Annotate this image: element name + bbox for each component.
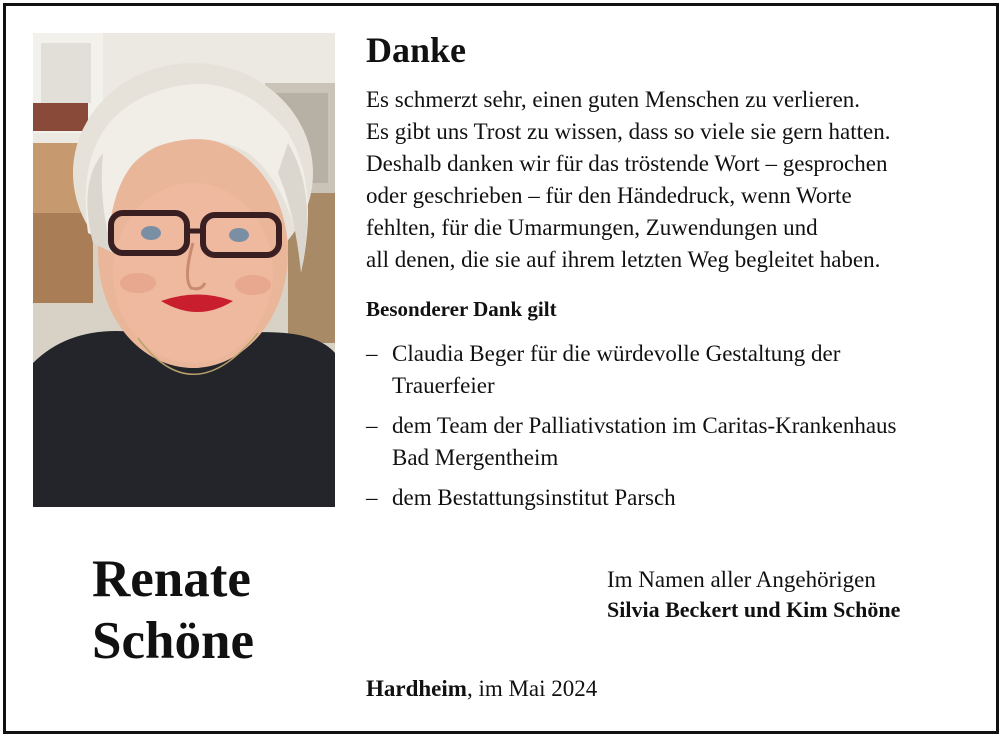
special-thanks-list bbox=[366, 338, 896, 522]
place-date bbox=[366, 674, 597, 704]
place: Hardheim bbox=[366, 676, 467, 701]
intro-line: all denen, die sie auf ihrem letzten Weg begleitet haben. bbox=[366, 247, 881, 272]
notice-heading: Danke bbox=[366, 30, 467, 70]
intro-line: Es schmerzt sehr, einen guten Menschen zu verlieren. bbox=[366, 87, 861, 112]
signature-intro: Im Namen aller Angehörigen bbox=[607, 567, 876, 592]
intro-line: fehlten, für die Umarmungen, Zuwendungen und bbox=[366, 215, 818, 240]
list-item-line: Bad Mergentheim bbox=[392, 445, 559, 470]
deceased-first-name: Renate bbox=[92, 550, 251, 608]
dash-bullet: – bbox=[366, 485, 378, 510]
intro-line: Es gibt uns Trost zu wissen, dass so viele sie gern hatten. bbox=[366, 119, 891, 144]
dash-bullet: – bbox=[366, 341, 378, 366]
list-item bbox=[366, 338, 896, 402]
list-item-line: Claudia Beger für die würdevolle Gestaltung der bbox=[392, 341, 841, 366]
signature-names: Silvia Beckert und Kim Schöne bbox=[607, 597, 901, 622]
special-thanks-heading: Besonderer Dank gilt bbox=[366, 297, 557, 321]
list-item-line: dem Team der Palliativstation im Caritas-Krankenhaus bbox=[392, 413, 897, 438]
intro-line: oder geschrieben – für den Händedruck, wenn Worte bbox=[366, 183, 852, 208]
list-item bbox=[366, 410, 896, 474]
intro-line: Deshalb danken wir für das tröstende Wort – gesprochen bbox=[366, 151, 888, 176]
list-item-line: dem Bestattungsinstitut Parsch bbox=[392, 485, 676, 510]
date: , im Mai 2024 bbox=[466, 676, 598, 701]
intro-text bbox=[366, 84, 891, 276]
dash-bullet: – bbox=[366, 413, 378, 438]
deceased-last-name: Schöne bbox=[92, 612, 254, 670]
deceased-name bbox=[92, 548, 254, 672]
portrait-photo bbox=[33, 33, 335, 507]
portrait-photo-icon bbox=[33, 33, 335, 507]
list-item bbox=[366, 482, 896, 514]
list-item-line: Trauerfeier bbox=[392, 373, 495, 398]
